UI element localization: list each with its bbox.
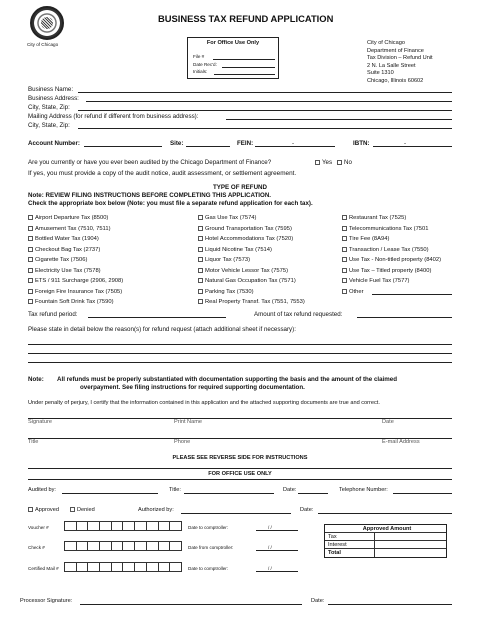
approved-amount-table bbox=[324, 524, 447, 558]
office-title-label: Title: bbox=[169, 487, 181, 493]
refund-type-option[interactable] bbox=[28, 299, 123, 310]
checkbox-icon bbox=[28, 215, 33, 220]
reason-line[interactable] bbox=[28, 344, 452, 345]
reverse-side-note: PLEASE SEE REVERSE SIDE FOR INSTRUCTIONS bbox=[172, 455, 308, 461]
checkbox-icon bbox=[28, 278, 33, 283]
checkbox-icon bbox=[198, 236, 203, 241]
checkbox-icon bbox=[28, 247, 33, 252]
other-tax-field[interactable] bbox=[372, 288, 452, 295]
refund-type-label: Checkout Bag Tax (2737) bbox=[35, 246, 101, 253]
date-slash: / / bbox=[268, 545, 272, 550]
refund-type-option[interactable] bbox=[198, 257, 305, 268]
refund-type-option[interactable] bbox=[342, 215, 441, 226]
checkbox-icon bbox=[28, 507, 33, 512]
checkbox-icon bbox=[342, 268, 347, 273]
tax-label: Tax bbox=[328, 534, 337, 540]
audited-by-label: Audited by: bbox=[28, 487, 56, 493]
perjury-statement: Under penalty of perjury, I certify that the information contained in this application and the attached supporting documents are true and correct. bbox=[28, 400, 380, 406]
checkbox-icon bbox=[342, 257, 347, 262]
certified-mail-boxes[interactable] bbox=[64, 562, 182, 572]
checkbox-icon bbox=[315, 160, 320, 165]
audit-question: Are you currently or have you ever been audited by the Chicago Department of Finance? bbox=[28, 159, 272, 166]
refund-type-option[interactable] bbox=[28, 236, 123, 247]
approved-label: Approved bbox=[35, 507, 59, 513]
refund-type-option[interactable] bbox=[28, 226, 123, 237]
email-label: E-mail Address bbox=[382, 439, 420, 445]
address-line: Department of Finance bbox=[367, 47, 424, 54]
date-recd-field[interactable] bbox=[222, 61, 275, 68]
site-field[interactable] bbox=[186, 140, 230, 147]
denied-label: Denied bbox=[77, 507, 95, 513]
interest-row[interactable] bbox=[325, 541, 446, 549]
office-title-field[interactable] bbox=[184, 487, 274, 494]
audit-no-option[interactable] bbox=[337, 159, 352, 166]
refund-type-option[interactable] bbox=[28, 215, 123, 226]
refund-type-option[interactable] bbox=[342, 278, 441, 289]
note-line-1: All refunds must be properly substantiated with documentation supporting the basis and the amount of the claimed bbox=[57, 376, 397, 383]
refund-type-option[interactable] bbox=[198, 289, 305, 300]
voucher-boxes[interactable] bbox=[64, 521, 182, 531]
divider bbox=[28, 479, 452, 480]
tax-row[interactable] bbox=[325, 533, 446, 541]
checkbox-icon bbox=[28, 289, 33, 294]
title-label: Title bbox=[28, 439, 39, 445]
refund-type-option[interactable] bbox=[198, 278, 305, 289]
sign-date-label: Date bbox=[382, 419, 394, 425]
refund-column-3 bbox=[342, 215, 441, 299]
refund-type-option[interactable] bbox=[198, 268, 305, 279]
denied-option[interactable] bbox=[70, 507, 95, 513]
refund-period-field[interactable] bbox=[88, 311, 226, 318]
approved-amount-heading: Approved Amount bbox=[325, 525, 446, 533]
note-line-2: overpayment. See filing instructions for required supporting documentation. bbox=[80, 384, 305, 391]
type-of-refund-heading: TYPE OF REFUND bbox=[213, 184, 267, 191]
refund-type-label: Telecommunications Tax (7501 bbox=[349, 225, 429, 232]
city-address-block bbox=[367, 40, 433, 86]
date-to-comptroller-label: Date to comptroller: bbox=[188, 525, 229, 530]
refund-type-label: Bottled Water Tax (1904) bbox=[35, 236, 99, 243]
file-field[interactable] bbox=[213, 53, 275, 60]
city-label: City of Chicago bbox=[27, 42, 59, 47]
refund-type-label: Fountain Soft Drink Tax (7590) bbox=[35, 299, 114, 306]
no-label: No bbox=[344, 159, 352, 166]
divider bbox=[28, 468, 452, 469]
processor-date-label: Date: bbox=[311, 598, 325, 604]
date-slash: / / bbox=[268, 566, 272, 571]
date-recd-label: Date Rec'd: bbox=[193, 62, 217, 67]
business-name-field[interactable] bbox=[78, 86, 452, 93]
refund-type-option[interactable] bbox=[342, 247, 441, 258]
checkbox-icon bbox=[198, 289, 203, 294]
checkbox-icon bbox=[198, 226, 203, 231]
checkbox-icon bbox=[337, 160, 342, 165]
date-to-comptroller-field[interactable] bbox=[256, 524, 298, 531]
refund-amount-field[interactable] bbox=[357, 311, 452, 318]
checkbox-icon bbox=[342, 226, 347, 231]
checkbox-icon bbox=[342, 236, 347, 241]
print-name-label: Print Name bbox=[174, 419, 202, 425]
signature-label: Signature bbox=[28, 419, 52, 425]
refund-column-1 bbox=[28, 215, 123, 310]
refund-type-label: Ground Transportation Tax (7595) bbox=[205, 225, 292, 232]
office-phone-label: Telephone Number: bbox=[339, 487, 388, 493]
date-slash: / / bbox=[268, 525, 272, 530]
processor-signature-field[interactable] bbox=[80, 598, 302, 605]
checkbox-icon bbox=[198, 257, 203, 262]
mailing-address-field[interactable] bbox=[226, 113, 452, 120]
refund-type-label: Tire Fee (8A94) bbox=[349, 236, 390, 243]
refund-period-label: Tax refund period: bbox=[28, 311, 78, 318]
refund-type-label: Other bbox=[349, 288, 364, 295]
reason-line[interactable] bbox=[28, 362, 452, 363]
city-seal-logo bbox=[30, 6, 64, 40]
refund-type-label: Airport Departure Tax (8500) bbox=[35, 215, 109, 222]
address-line: Chicago, Illinois 60602 bbox=[367, 77, 424, 84]
refund-type-option[interactable] bbox=[342, 226, 441, 237]
refund-type-option[interactable] bbox=[28, 257, 123, 268]
office-use-box bbox=[187, 37, 279, 79]
refund-type-option[interactable] bbox=[198, 215, 305, 226]
checkbox-icon bbox=[28, 257, 33, 262]
checkbox-icon bbox=[198, 278, 203, 283]
reasons-label: Please state in detail below the reason(s) for refund request (attach additional sheet if necessary): bbox=[28, 326, 296, 333]
refund-type-label: Foreign Fire Insurance Tax (7505) bbox=[35, 288, 123, 295]
refund-type-label: Motor Vehicle Lessor Tax (7575) bbox=[205, 267, 289, 274]
office-date-field[interactable] bbox=[298, 487, 328, 494]
address-line: Tax Division – Refund Unit bbox=[367, 55, 433, 62]
page-title: BUSINESS TAX REFUND APPLICATION bbox=[158, 13, 334, 24]
refund-type-label: Electricity Use Tax (7578) bbox=[35, 267, 101, 274]
refund-type-label: Use Tax – Titled property (8400) bbox=[349, 267, 432, 274]
date-from-comptroller-label: Date from comptroller: bbox=[188, 545, 234, 550]
fein-dash: - bbox=[292, 140, 295, 147]
checkbox-icon bbox=[198, 215, 203, 220]
audit-yes-option[interactable] bbox=[315, 159, 332, 166]
refund-type-option[interactable] bbox=[342, 257, 441, 268]
file-label: File # bbox=[193, 54, 205, 59]
office-date-label: Date: bbox=[283, 487, 297, 493]
refund-type-label: Liquid Nicotine Tax (7514) bbox=[205, 246, 272, 253]
account-number-field[interactable] bbox=[84, 140, 162, 147]
business-address-field[interactable] bbox=[86, 95, 452, 102]
refund-type-label: Amusement Tax (7510, 7511) bbox=[35, 225, 111, 232]
total-row[interactable] bbox=[325, 549, 446, 557]
fein-field[interactable] bbox=[255, 140, 335, 147]
initials-field[interactable] bbox=[214, 68, 275, 75]
ibtn-dash: - bbox=[404, 140, 407, 147]
address-line: City of Chicago bbox=[367, 40, 405, 46]
checkbox-icon bbox=[70, 507, 75, 512]
authorized-by-field[interactable] bbox=[181, 507, 291, 514]
office-use-bottom-heading: FOR OFFICE USE ONLY bbox=[208, 471, 272, 477]
audit-instruction: If yes, you must provide a copy of the audit notice, audit assessment, or settlement agreement. bbox=[28, 170, 297, 177]
date-from-comptroller-field[interactable] bbox=[256, 544, 298, 551]
checkbox-icon bbox=[28, 299, 33, 304]
checkbox-icon bbox=[342, 278, 347, 283]
refund-type-label: Cigarette Tax (7506) bbox=[35, 257, 88, 264]
date-to-comptroller-2-label: Date to comptroller: bbox=[188, 566, 229, 571]
approved-amount-divider bbox=[374, 532, 375, 557]
refund-type-label: Use Tax - Non-titled property (8402) bbox=[349, 257, 442, 264]
phone-label: Phone bbox=[174, 439, 191, 445]
refund-note-1: Note: REVIEW FILING INSTRUCTIONS BEFORE COMPLETING THIS APPLICATION. bbox=[28, 192, 272, 199]
note-label: Note: bbox=[28, 376, 44, 383]
processor-signature-label: Processor Signature: bbox=[20, 598, 73, 604]
mailing-address-label: Mailing Address (for refund if different from business address): bbox=[28, 113, 199, 120]
refund-amount-label: Amount of tax refund requested: bbox=[254, 311, 343, 318]
date-to-comptroller-2-field[interactable] bbox=[256, 565, 298, 572]
checkbox-icon bbox=[198, 247, 203, 252]
authorized-by-label: Authorized by: bbox=[138, 507, 174, 513]
address-line: Suite 1310 bbox=[367, 70, 394, 77]
refund-column-2 bbox=[198, 215, 305, 310]
refund-type-label: Liquor Tax (7573) bbox=[205, 257, 251, 264]
voucher-label: Voucher # bbox=[28, 525, 49, 530]
refund-type-label: Vehicle Fuel Tax (7577) bbox=[349, 278, 410, 285]
checkbox-icon bbox=[28, 268, 33, 273]
checkbox-icon bbox=[28, 236, 33, 241]
total-label: Total bbox=[328, 550, 341, 556]
yes-label: Yes bbox=[322, 159, 333, 166]
reason-line[interactable] bbox=[28, 353, 452, 354]
refund-type-option[interactable] bbox=[198, 236, 305, 247]
refund-type-option[interactable] bbox=[198, 299, 305, 310]
refund-type-option[interactable] bbox=[28, 278, 123, 289]
ibtn-label: IBTN: bbox=[353, 140, 370, 147]
refund-type-label: Real Property Transf. Tax (7551, 7553) bbox=[205, 299, 305, 306]
business-address-label: Business Address: bbox=[28, 95, 79, 102]
checkbox-icon bbox=[28, 226, 33, 231]
checkbox-icon bbox=[198, 299, 203, 304]
ibtn-field[interactable] bbox=[373, 140, 452, 147]
address-line: 2 N. La Salle Street bbox=[367, 62, 416, 69]
refund-type-label: Hotel Accommodations Tax (7520) bbox=[205, 236, 294, 243]
refund-type-option[interactable] bbox=[198, 226, 305, 237]
refund-type-option[interactable] bbox=[28, 289, 123, 300]
refund-type-option[interactable] bbox=[342, 268, 441, 279]
refund-type-label: Natural Gas Occupation Tax (7571) bbox=[205, 278, 296, 285]
office-phone-field[interactable] bbox=[393, 487, 452, 494]
authorized-date-field[interactable] bbox=[318, 507, 452, 514]
refund-type-label: Transaction / Lease Tax (7550) bbox=[349, 246, 429, 253]
site-label: Site: bbox=[170, 140, 184, 147]
initials-label: Initials: bbox=[193, 69, 208, 74]
office-use-heading: For Office Use Only bbox=[206, 40, 260, 46]
checkbox-icon bbox=[342, 247, 347, 252]
city-state-zip-field[interactable] bbox=[78, 104, 452, 111]
approved-option[interactable] bbox=[28, 507, 59, 513]
refund-note-2: Check the appropriate box below (Note: you must file a separate refund application for each tax). bbox=[28, 200, 313, 207]
checkbox-icon bbox=[342, 289, 347, 294]
city-state-zip-label: City, State, Zip: bbox=[28, 104, 70, 111]
interest-label: Interest bbox=[328, 542, 347, 548]
audited-by-field[interactable] bbox=[62, 487, 158, 494]
checkbox-icon bbox=[198, 268, 203, 273]
city-state-zip-2-field[interactable] bbox=[78, 122, 452, 129]
refund-type-option[interactable] bbox=[28, 268, 123, 279]
fein-label: FEIN: bbox=[237, 140, 254, 147]
processor-date-field[interactable] bbox=[328, 598, 452, 605]
check-label: Check # bbox=[28, 545, 45, 550]
refund-type-label: Restaurant Tax (7525) bbox=[349, 215, 407, 222]
refund-type-option[interactable] bbox=[28, 247, 123, 258]
refund-type-label: Gas Use Tax (7574) bbox=[205, 215, 257, 222]
checkbox-icon bbox=[342, 215, 347, 220]
city-state-zip-2-label: City, State, Zip: bbox=[28, 122, 70, 129]
certified-mail-label: Certified Mail # bbox=[28, 566, 59, 571]
account-number-label: Account Number: bbox=[28, 140, 80, 147]
refund-type-label: ETS / 911 Surcharge (2906, 2908) bbox=[35, 278, 124, 285]
refund-type-option[interactable] bbox=[198, 247, 305, 258]
authorized-date-label: Date: bbox=[300, 507, 314, 513]
refund-type-label: Parking Tax (7530) bbox=[205, 288, 254, 295]
check-boxes[interactable] bbox=[64, 541, 182, 551]
refund-type-option[interactable] bbox=[342, 236, 441, 247]
business-name-label: Business Name: bbox=[28, 86, 74, 93]
